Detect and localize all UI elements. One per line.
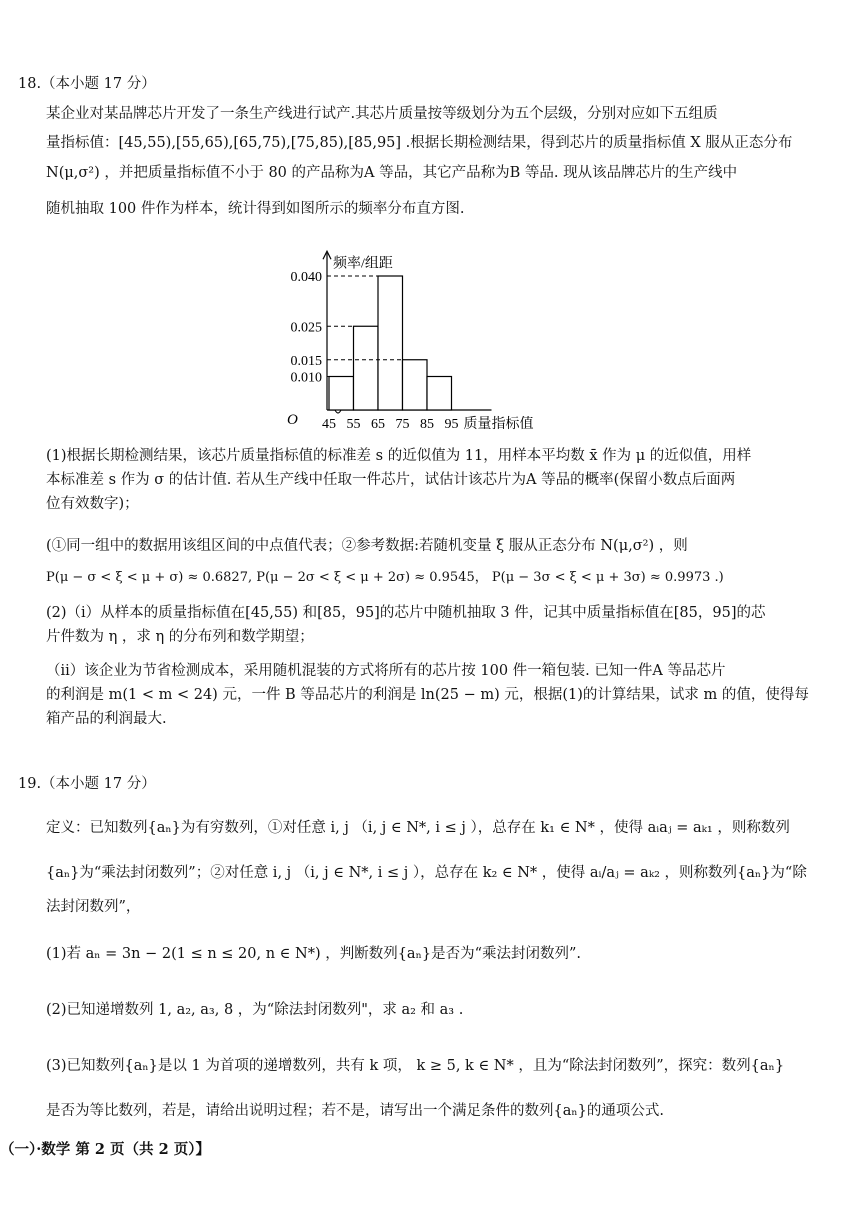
q18-note-line-2: P(μ − σ < ξ < μ + σ) ≈ 0.6827, P(μ − 2σ < ξ < μ + 2σ) ≈ 0.9545， P(μ − 3σ < ξ < μ + 3σ) ≈ 0.9973 .) <box>46 570 724 585</box>
q19-part1: (1)若 aₙ = 3n − 2(1 ≤ n ≤ 20, n ∈ N*) ，判断数列{aₙ}是否为“乘法封闭数列”. <box>46 946 582 962</box>
q19-def-line-3: 法封闭数列”， <box>46 899 141 915</box>
x-tick-label: 65 <box>371 417 385 432</box>
histogram-bar <box>403 360 428 410</box>
q18-line-3: N(μ,σ²) ，并把质量指标值不小于 80 的产品称为A 等品，其它产品称为B 等品. 现从该品牌芯片的生产线中 <box>46 165 738 181</box>
frequency-histogram <box>255 225 575 435</box>
q18-part2ii-line-2: 的利润是 m(1 < m < 24) 元，一件 B 等品芯片的利润是 ln(25 − m) 元，根据(1)的计算结果，试求 m 的值，使得每 <box>46 687 809 703</box>
q19-header: 19.（本小题 17 分） <box>18 776 156 792</box>
q18-line-4: 随机抽取 100 件作为样本，统计得到如图所示的频率分布直方图. <box>46 201 465 217</box>
q18-part2i-line-1: (2)（i）从样本的质量指标值在[45,55) 和[85，95]的芯片中随机抽取 3 件，记其中质量指标值在[85，95]的芯 <box>46 605 766 621</box>
histogram-bar <box>354 326 379 410</box>
q19-part3-line-2: 是否为等比数列，若是，请给出说明过程；若不是，请写出一个满足条件的数列{aₙ}的通项公式. <box>46 1103 664 1119</box>
y-axis-label: 频率/组距 <box>333 256 393 272</box>
y-tick-label: 0.025 <box>290 320 322 336</box>
q19-part3-line-1: (3)已知数列{aₙ}是以 1 为首项的递增数列，共有 k 项， k ≥ 5, k ∈ N* ，且为“除法封闭数列”，探究：数列{aₙ} <box>46 1058 785 1074</box>
x-axis-label: 质量指标值 <box>463 417 534 432</box>
histogram-bar <box>378 276 403 410</box>
q19-part2: (2)已知递增数列 1, a₂, a₃, 8 ，为“除法封闭数列"，求 a₂ 和 a₃ . <box>46 1002 464 1018</box>
q18-part2ii-line-1: （ii）该企业为节省检测成本，采用随机混装的方式将所有的芯片按 100 件一箱包装. 已知一件A 等品芯片 <box>46 663 726 679</box>
histogram-body <box>287 251 534 432</box>
y-tick-label: 0.040 <box>290 270 322 285</box>
origin-label: O <box>287 412 298 428</box>
q18-part1-line-2: 本标准差 s 作为 σ 的估计值. 若从生产线中任取一件芯片，试估计该芯片为A 等品的概率(保留小数点后面两 <box>46 472 736 488</box>
page-footer: （一）·数学 第 2 页（共 2 页）】 <box>0 1141 210 1158</box>
q18-line-1: 某企业对某品牌芯片开发了一条生产线进行试产.其芯片质量按等级划分为五个层级，分别对应如下五组质 <box>46 106 718 122</box>
y-tick-label: 0.015 <box>290 353 322 369</box>
x-tick-label: 75 <box>395 417 410 432</box>
q18-part2i-line-2: 片件数为 η ，求 η 的分布列和数学期望； <box>46 629 314 645</box>
q18-part2ii-line-3: 箱产品的利润最大. <box>46 711 167 727</box>
histogram-bar <box>329 377 354 411</box>
q18-line-2: 量指标值：[45,55),[55,65),[65,75),[75,85),[85,95] .根据长期检测结果，得到芯片的质量指标值 X 服从正态分布 <box>46 135 793 151</box>
q19-def-line-1: 定义：已知数列{aₙ}为有穷数列，①对任意 i, j （i, j ∈ N*, i ≤ j ），总存在 k₁ ∈ N* ，使得 aᵢaⱼ = aₖ₁ ，则称数列 <box>46 820 790 836</box>
y-tick-label: 0.010 <box>290 370 322 386</box>
q19-def-line-2: {aₙ}为“乘法封闭数列”；②对任意 i, j （i, j ∈ N*, i ≤ j ），总存在 k₂ ∈ N* ，使得 aᵢ/aⱼ = aₖ₂ ，则称数列{aₙ}为“除 <box>46 865 807 881</box>
x-tick-label: 45 <box>322 417 336 432</box>
x-tick-label: 95 <box>444 417 459 432</box>
x-tick-label: 85 <box>420 417 434 432</box>
q18-part1-line-1: (1)根据长期检测结果，该芯片质量指标值的标准差 s 的近似值为 11，用样本平均数 x̄ 作为 μ 的近似值，用样 <box>46 448 752 464</box>
histogram-bar <box>427 377 452 411</box>
x-tick-label: 55 <box>346 417 361 432</box>
q18-part1-line-3: 位有效数字)； <box>46 496 139 512</box>
q18-note-line-1: (①同一组中的数据用该组区间的中点值代表；②参考数据:若随机变量 ξ 服从正态分布 N(μ,σ²) ，则 <box>46 538 688 554</box>
q18-header: 18.（本小题 17 分） <box>18 76 156 92</box>
